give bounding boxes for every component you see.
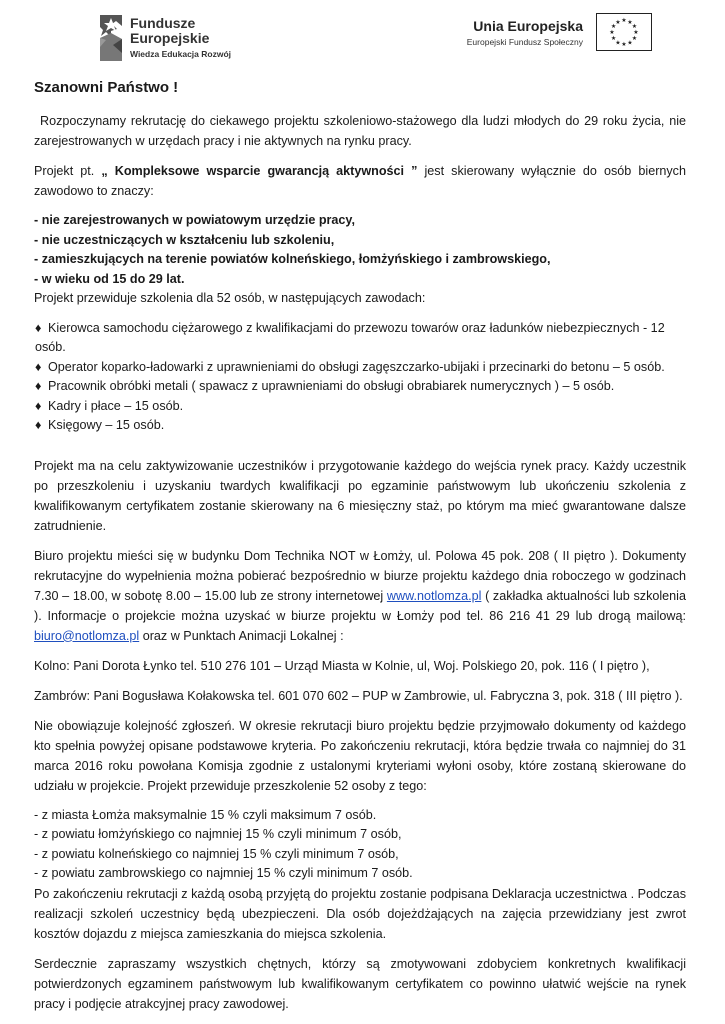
criteria-item: - nie zarejestrowanych w powiatowym urzędzie pracy, [34, 213, 355, 227]
office-text-2: ( zakładka aktualności lub szkolenia ). Informacje o projekcie można uzyskać w biurze projektu w Łomży pod tel. 86 216 41 29 lub drogą mailową: [34, 588, 686, 623]
training-item [34, 377, 686, 397]
office-paragraph [34, 546, 686, 646]
criteria-item: - w wieku od 15 do 29 lat. [34, 271, 185, 286]
eu-star-icon: ★ [615, 40, 621, 47]
project-title: „ Kompleksowe wsparcie gwarancją aktywności ” [101, 164, 418, 178]
diamond-bullet-icon: ♦ [35, 418, 42, 432]
training-item-text: Księgowy – 15 osób. [48, 418, 165, 432]
eu-star-icon: ★ [627, 19, 633, 26]
criteria-item: - nie uczestniczących w kształceniu lub szkoleniu, [34, 232, 335, 247]
training-item [34, 358, 686, 378]
fe-logo-text [130, 16, 231, 60]
letter-body [34, 78, 686, 1024]
eu-star-icon: ★ [621, 18, 627, 25]
fe-star-logo-icon [98, 13, 124, 63]
eu-flag-icon [596, 13, 652, 51]
training-item-text: Pracownik obróbki metali ( spawacz z uprawnieniami do obsługi obrabiarek numerycznych ) – 5 osób. [48, 379, 615, 393]
fe-logo-line1: Fundusze [130, 15, 196, 31]
criteria-item: - zamieszkujących na terenie powiatów kolneńskiego, łomżyńskiego i zambrowskiego, [34, 252, 551, 266]
fe-logo-tagline: Wiedza Edukacja Rozwój [130, 49, 231, 59]
recruitment-paragraph: Nie obowiązuje kolejność zgłoszeń. W okresie rekrutacji biuro projektu będzie przyjmowało dokumenty od każdego kto spełnia powyżej opisane podstawowe kryteria. Po zakończeniu rekrutacji, która będzie trwała co najmniej do 31 marca 2016 roku powołana Komisja zgodnie z ustalonymi kryteriami wyłoni osoby, które zostaną skierowane do udziału w projekcie. Projekt przewiduje przeszkolenie 52 osoby z tego: [34, 718, 686, 793]
training-item [34, 416, 686, 436]
project-prefix: Projekt pt. [34, 164, 95, 178]
kolno-contact: Kolno: Pani Dorota Łynko tel. 510 276 101 – Urząd Miasta w Kolnie, ul, Woj. Polskiego 20, pok. 116 ( I piętro ), [34, 658, 650, 673]
training-item-text: Kierowca samochodu ciężarowego z kwalifikacjami do przewozu towarów oraz ładunków niebezpiecznych - 12 osób. [35, 320, 665, 354]
website-link[interactable]: www.notlomza.pl [386, 588, 482, 603]
declaration-paragraph: Po zakończeniu rekrutacji z każdą osobą przyjętą do projektu zostanie podpisana Deklaracja uczestnictwa . Podczas realizacji szkoleń uczestnicy będą ubezpieczeni. Dla osób dojeżdżających na zajęcia przewidziany jest zwrot kosztów dojazdu z miejsca zamieszkania do miejsca szkolenia. [34, 886, 686, 941]
eu-logo-text [467, 18, 583, 48]
quota-item: - z miasta Łomża maksymalnie 15 % czyli maksimum 7 osób. [34, 807, 377, 822]
fundusze-europejskie-logo [98, 13, 248, 63]
project-paragraph [34, 161, 686, 201]
training-item-text: Kadry i płace – 15 osób. [48, 398, 184, 413]
eu-star-icon: ★ [627, 40, 633, 47]
diamond-bullet-icon: ♦ [35, 398, 42, 413]
zambrow-contact: Zambrów: Pani Bogusława Kołakowska tel. 601 070 602 – PUP w Zambrowie, ul. Fabryczna 3, pok. 318 ( III piętro ). [34, 688, 683, 703]
eu-logo-subtitle: Europejski Fundusz Społeczny [466, 37, 583, 47]
quota-item: - z powiatu kolneńskiego co najmniej 15 % czyli minimum 7 osób, [34, 846, 399, 861]
eu-star-icon: ★ [631, 24, 638, 31]
project-suffix: jest skierowany wyłącznie do osób biernych zawodowo to znaczy: [34, 164, 686, 198]
training-item [34, 319, 686, 358]
quota-item: - z powiatu łomżyńskiego co najmniej 15 % czyli minimum 7 osób, [34, 827, 402, 841]
office-text-3: oraz w Punktach Animacji Lokalnej : [139, 628, 344, 643]
closing-paragraph: Serdecznie zapraszamy wszystkich chętnych, którzy są zmotywowani zdobyciem konkretnych kwalifikacji potwierdzonych egzaminem państwowym lub kwalifikowanym certyfikatem co powinno ułatwić wejście na rynek pracy i podjęcie atrakcyjnej pracy zawodowej. [34, 956, 686, 1011]
quota-list [34, 806, 686, 884]
goal-paragraph: Projekt ma na celu zaktywizowanie uczestników i przygotowanie każdego do wejścia rynek pracy. Każdy uczestnik po przeszkoleniu i uzyskaniu twardych kwalifikacji po egzaminie państwowym lub ukończeniu szkolenia z kwalifikowanym certyfikatem zostanie skierowany na 6 miesięczny staż, po którym ma mieć gwarantowane dalsze zatrudnienie. [34, 458, 686, 533]
intro-paragraph: Rozpoczynamy rekrutację do ciekawego projektu szkoleniowo-stażowego dla ludzi młodych do 29 roku życia, nie zarejestrowanych w urzędach pracy i nie aktywnych na rynku pracy. [34, 114, 686, 148]
page-header [0, 0, 725, 70]
training-item [34, 397, 686, 417]
email-link[interactable]: biuro@notlomza.pl [34, 628, 140, 643]
quota-item: - z powiatu zambrowskiego co najmniej 15 % czyli minimum 7 osób. [34, 866, 413, 880]
training-list [34, 319, 686, 436]
eu-logo-title: Unia Europejska [473, 18, 583, 34]
diamond-bullet-icon: ♦ [35, 359, 42, 374]
diamond-bullet-icon: ♦ [35, 320, 42, 335]
fe-logo-line2: Europejskie [130, 30, 210, 46]
training-intro: Projekt przewiduje szkolenia dla 52 osób, w następujących zawodach: [34, 291, 426, 305]
criteria-list [34, 211, 686, 289]
eu-star-icon: ★ [631, 36, 638, 43]
eu-star-icon: ★ [610, 24, 617, 31]
eu-star-icon: ★ [633, 30, 639, 37]
eu-star-icon: ★ [609, 30, 615, 37]
training-item-text: Operator koparko-ładowarki z uprawnieniami do obsługi zagęszczarko-ubijaki i przecinarki do betonu – 5 osób. [48, 359, 665, 374]
eu-star-icon: ★ [615, 19, 621, 26]
diamond-bullet-icon: ♦ [35, 379, 42, 393]
office-text-1: Biuro projektu mieści się w budynku Dom Technika NOT w Łomży, ul. Polowa 45 pok. 208 ( II piętro ). Dokumenty rekrutacyjne do wypełnienia można pobierać bezpośrednio w biurze projektu każdego dnia roboczego w godzinach 7.30 – 18.00, w sobotę 8.00 – 15.00 lub ze strony internetowej [34, 548, 686, 603]
eu-star-icon: ★ [610, 36, 617, 43]
eu-star-icon: ★ [621, 42, 627, 49]
greeting-heading: Szanowni Państwo ! [34, 79, 179, 96]
